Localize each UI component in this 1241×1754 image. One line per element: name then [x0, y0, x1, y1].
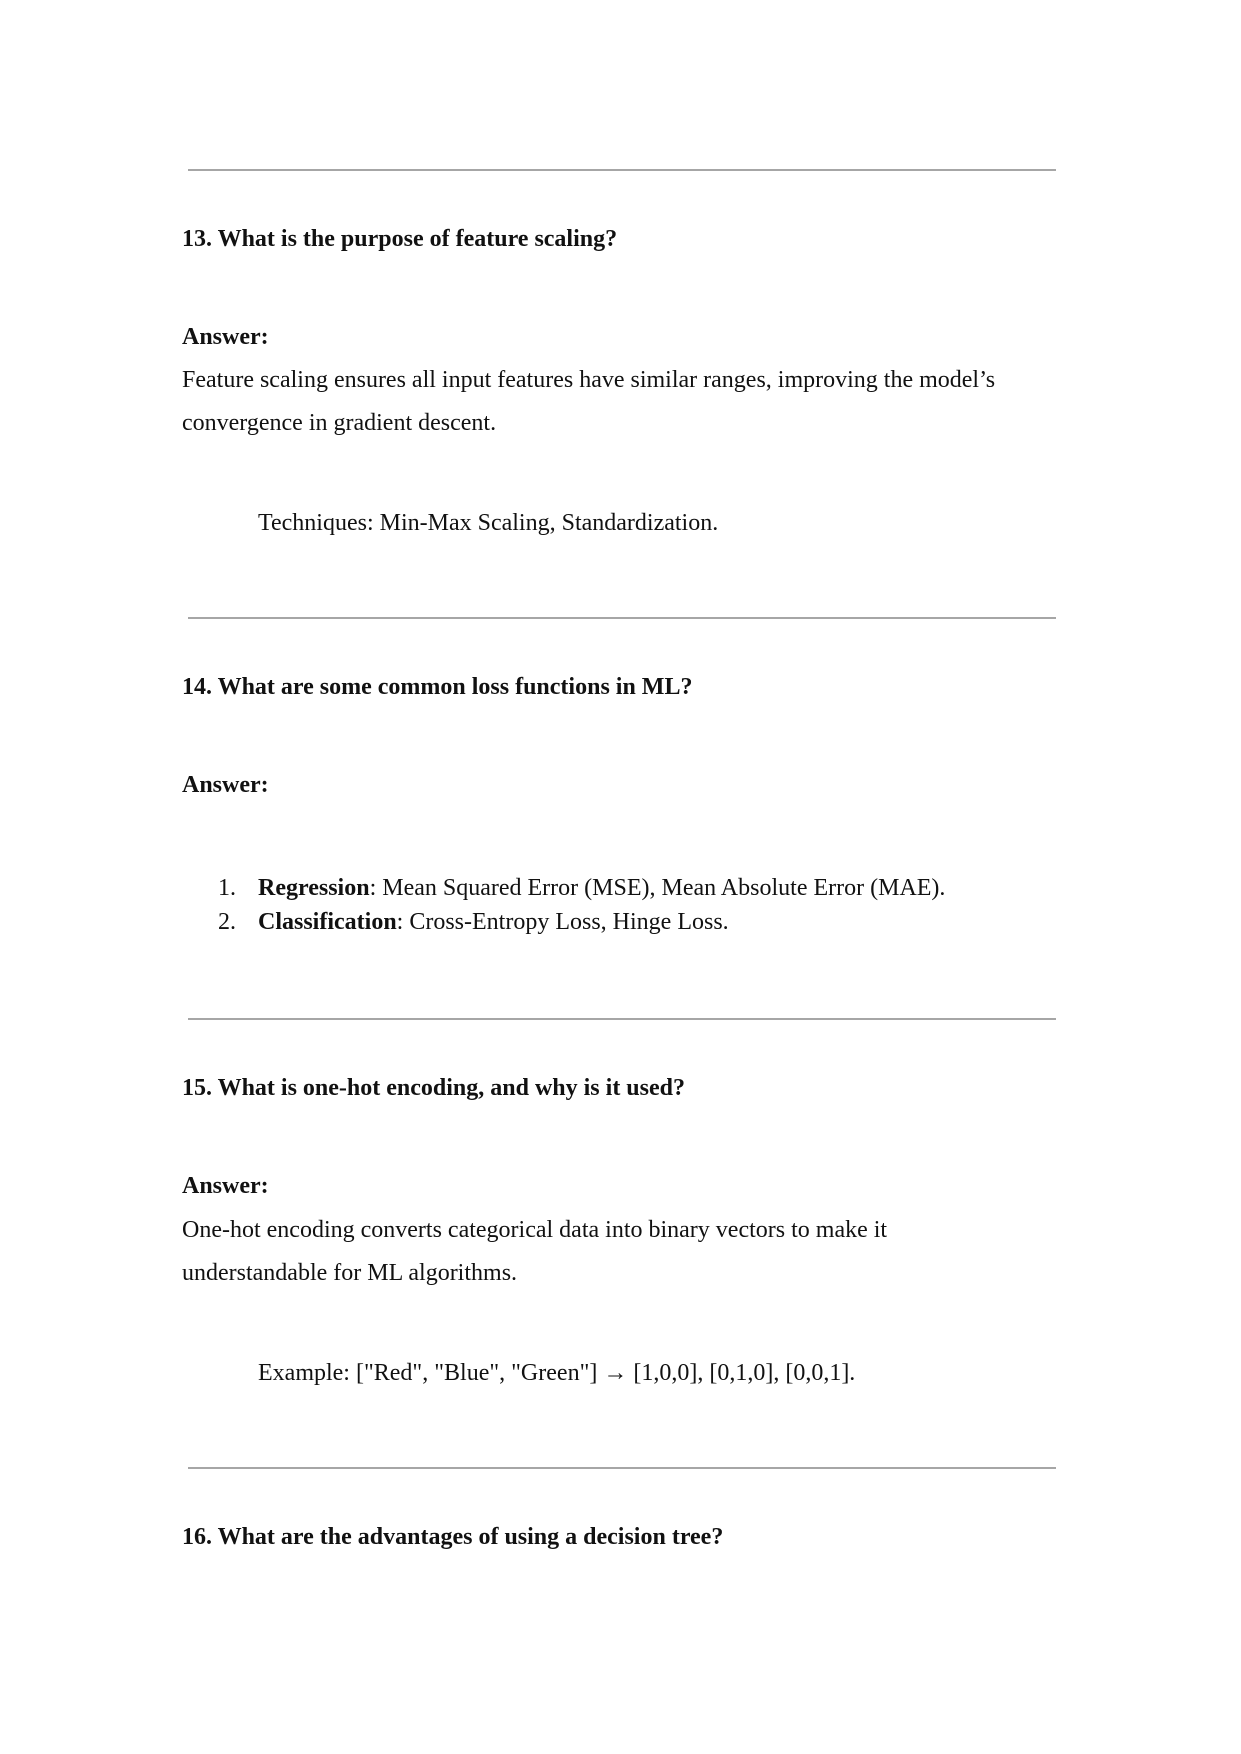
section-divider: [188, 1018, 1056, 1020]
loss-function-list: [182, 871, 945, 939]
list-item-number: 1.: [218, 875, 236, 901]
section-divider: [188, 1467, 1056, 1469]
list-item: [182, 905, 945, 939]
answer-15-paragraph: One-hot encoding converts categorical data into binary vectors to make it understandable for ML algorithms.: [182, 1217, 888, 1286]
section-divider: [188, 169, 1056, 171]
answer-15-note: Example: ["Red", "Blue", "Green"] → [1,0,0], [0,1,0], [0,0,1].: [258, 1360, 856, 1386]
answer-13-note: Techniques: Min-Max Scaling, Standardization.: [258, 510, 719, 536]
question-15-heading: 15. What is one-hot encoding, and why is it used?: [182, 1075, 685, 1101]
question-16-heading: 16. What are the advantages of using a decision tree?: [182, 1524, 724, 1550]
list-item-number: 2.: [218, 909, 236, 935]
list-item-text: : Cross-Entropy Loss, Hinge Loss.: [396, 909, 729, 935]
section-divider: [188, 617, 1056, 619]
list-item-text: : Mean Squared Error (MSE), Mean Absolute Error (MAE).: [369, 875, 946, 901]
answer-13-label: Answer:: [182, 324, 269, 350]
list-item-term: Classification: [258, 909, 397, 935]
question-14-heading: 14. What are some common loss functions in ML?: [182, 674, 693, 700]
question-13-heading: 13. What is the purpose of feature scaling?: [182, 226, 618, 252]
list-item-term: Regression: [258, 875, 370, 901]
answer-13-paragraph: Feature scaling ensures all input features have similar ranges, improving the model’s convergence in gradient descent.: [182, 367, 996, 436]
answer-14-label: Answer:: [182, 772, 269, 798]
answer-15-label: Answer:: [182, 1173, 269, 1199]
list-item: [182, 871, 945, 905]
